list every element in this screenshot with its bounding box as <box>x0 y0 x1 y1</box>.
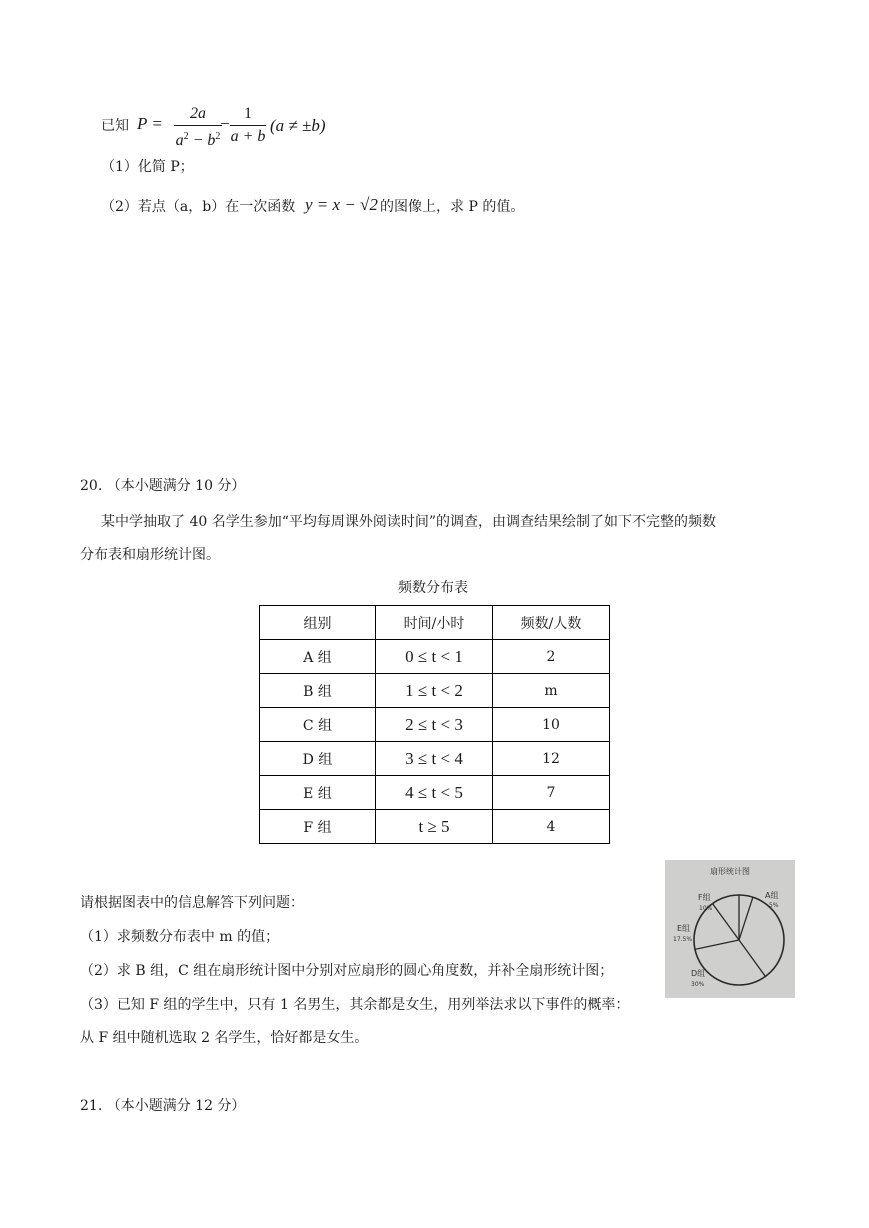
cell-group: B 组 <box>260 674 376 708</box>
fraction-2a-numerator: 2a <box>190 105 206 122</box>
p-equals: P = <box>137 114 163 133</box>
cell-frequency: 10 <box>493 708 610 742</box>
linear-function: y = x − √2 <box>305 195 378 214</box>
cell-time: t ≥ 5 <box>376 810 493 844</box>
cell-group: E 组 <box>260 776 376 810</box>
table-row <box>260 708 610 742</box>
problem-20-header: 20. （本小题满分 10 分） <box>80 478 246 494</box>
fraction-1-numerator: 1 <box>244 105 252 122</box>
question-1: （1）化简 P； <box>101 159 194 175</box>
problem-21-header: 21. （本小题满分 12 分） <box>80 1098 246 1114</box>
question-2-suffix: 的图像上，求 P 的值。 <box>380 199 525 215</box>
table-row <box>260 776 610 810</box>
cell-time: 0 ≤ t < 1 <box>376 640 493 674</box>
cell-frequency: 7 <box>493 776 610 810</box>
question-1: （1）求频数分布表中 m 的值； <box>80 929 280 945</box>
cell-frequency: m <box>493 674 610 708</box>
pie-title: 扇形统计图 <box>710 867 750 876</box>
cell-frequency: 4 <box>493 810 610 844</box>
slice-boundary <box>739 940 765 976</box>
table-header-row <box>260 606 610 640</box>
pie-label-f-group: F组 <box>698 893 711 902</box>
header-time: 时间/小时 <box>376 606 493 640</box>
cell-frequency: 12 <box>493 742 610 776</box>
paragraph-line-2: 分布表和扇形统计图。 <box>80 547 220 563</box>
cell-group: A 组 <box>260 640 376 674</box>
fraction-bar <box>174 125 222 126</box>
table-row <box>260 640 610 674</box>
pie-label-a-group: A组 <box>765 891 779 900</box>
header-group: 组别 <box>260 606 376 640</box>
table-title: 频数分布表 <box>398 580 468 596</box>
minus-sign: − <box>220 114 230 133</box>
question-3-line-1: （3）已知 F 组的学生中，只有 1 名男生，其余都是女生，用列举法求以下事件的概率： <box>80 997 630 1013</box>
slice-boundary <box>739 897 753 940</box>
frequency-table <box>259 605 610 844</box>
header-frequency: 频数/人数 <box>493 606 610 640</box>
condition: (a ≠ ±b) <box>270 116 326 135</box>
cell-time: 2 ≤ t < 3 <box>376 708 493 742</box>
fraction-bar <box>230 125 266 126</box>
slice-boundary <box>695 940 739 949</box>
paragraph-line-1: 某中学抽取了 40 名学生参加“平均每周课外阅读时间”的调查，由调查结果绘制了如下不完整的频数 <box>101 514 717 530</box>
table-row <box>260 674 610 708</box>
question-2-prefix: （2）若点（a，b）在一次函数 <box>101 199 296 215</box>
pie-chart-photo <box>665 860 795 998</box>
pie-label-d-group: D组 <box>691 969 706 978</box>
pie-label-d-pct: 30% <box>691 981 705 988</box>
pie-label-f-pct: 10% <box>699 905 713 912</box>
instruction: 请根据图表中的信息解答下列问题： <box>80 895 304 911</box>
fraction-2a <box>174 105 222 150</box>
cell-frequency: 2 <box>493 640 610 674</box>
fraction-2a-denominator: $a^2 - b^2$ <box>175 131 221 149</box>
cell-group: C 组 <box>260 708 376 742</box>
fraction-1-denominator: a + b <box>230 128 266 145</box>
cell-group: F 组 <box>260 810 376 844</box>
table-row <box>260 742 610 776</box>
intro-text: 已知 <box>101 118 129 134</box>
cell-time: 3 ≤ t < 4 <box>376 742 493 776</box>
table-row <box>260 810 610 844</box>
question-2: （2）求 B 组，C 组在扇形统计图中分别对应扇形的圆心角度数，并补全扇形统计图； <box>80 963 614 979</box>
pie-label-a-pct: 5% <box>769 902 779 909</box>
question-3-line-2: 从 F 组中随机选取 2 名学生，恰好都是女生。 <box>80 1030 369 1046</box>
pie-label-e-pct: 17.5% <box>673 936 693 943</box>
cell-time: 1 ≤ t < 2 <box>376 674 493 708</box>
pie-label-e-group: E组 <box>677 924 691 933</box>
slice-boundary <box>713 904 740 940</box>
cell-time: 4 ≤ t < 5 <box>376 776 493 810</box>
cell-group: D 组 <box>260 742 376 776</box>
fraction-1 <box>230 105 266 146</box>
